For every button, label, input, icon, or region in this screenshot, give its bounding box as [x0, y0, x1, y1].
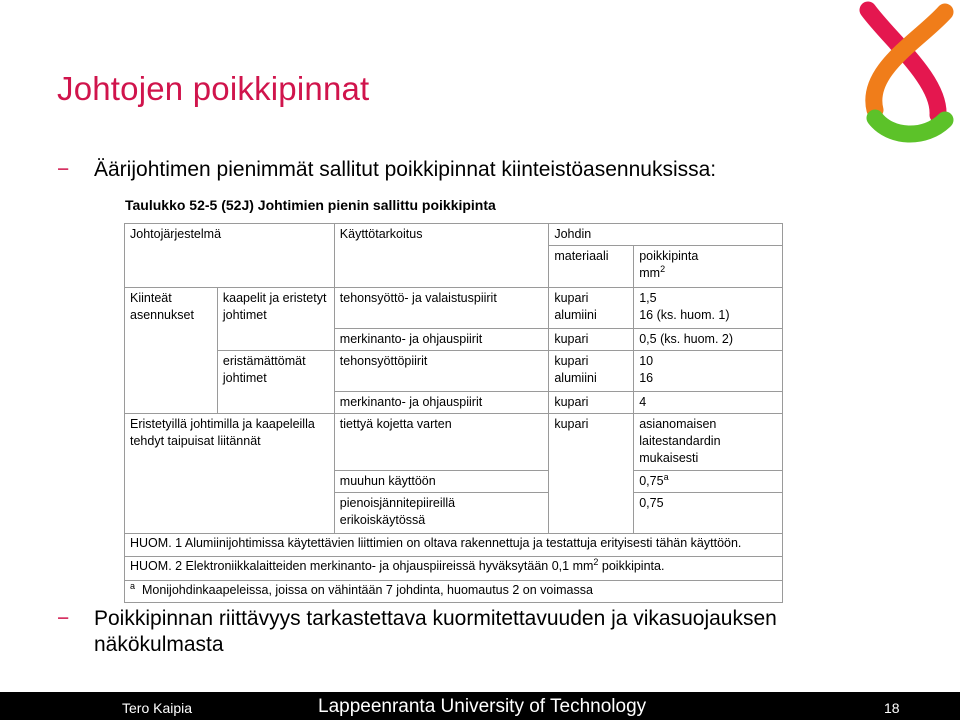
header-use: Käyttötarkoitus	[334, 224, 549, 288]
table-cell: 1,5 16 (ks. huom. 1)	[634, 288, 783, 329]
row-cables: kaapelit ja eristetyt johtimet	[217, 288, 334, 351]
table-cell: kupari	[549, 414, 634, 534]
row-fixed: Kiinteät asennukset	[125, 288, 218, 414]
bullet-dash: −	[57, 158, 70, 181]
table-cell: 0,5 (ks. huom. 2)	[634, 329, 783, 351]
lut-logo	[850, 0, 960, 150]
table-caption: Taulukko 52-5 (52J) Johtimien pienin sallittu poikkipinta	[125, 197, 496, 213]
header-material: materiaali	[549, 246, 634, 288]
bullet-1-text: Äärijohtimen pienimmät sallitut poikkipinnat kiinteistöasennuksissa:	[94, 158, 717, 181]
slide-title: Johtojen poikkipinnat	[57, 70, 370, 107]
header-conductor: Johdin	[549, 224, 783, 246]
table-cell: kupari	[549, 329, 634, 351]
footer-bar	[0, 692, 960, 720]
header-system: Johtojärjestelmä	[125, 224, 335, 288]
table-cell: 4	[634, 392, 783, 414]
table-cell: merkinanto- ja ohjauspiirit	[334, 392, 549, 414]
table-cell: kupari	[549, 392, 634, 414]
bullet-2	[57, 606, 894, 658]
footer-university: Lappeenranta University of Technology	[318, 696, 647, 717]
bullet-dash: −	[57, 607, 70, 630]
table-cell: tehonsyöttö- ja valaistuspiirit	[334, 288, 549, 329]
table-cell: asianomaisen laitestandardin mukaisesti	[634, 414, 783, 471]
cross-section-table	[124, 223, 783, 603]
bullet-2-text: Poikkipinnan riittävyys tarkastettava kuormitettavuuden ja vikasuojauksen näkökulmasta	[94, 607, 777, 656]
note-2: HUOM. 2 Elektroniikkalaitteiden merkinanto- ja ohjauspiireissä hyväksytään 0,1 $mm^2$ poikkipinta.	[125, 557, 783, 581]
table-cell: tehonsyöttöpiirit	[334, 351, 549, 392]
row-bare: eristämättömät johtimet	[217, 351, 334, 414]
table-cell: kupari alumiini	[549, 351, 634, 392]
table-cell: tiettyä kojetta varten	[334, 414, 549, 471]
table-cell: merkinanto- ja ohjauspiirit	[334, 329, 549, 351]
table-cell: 0,75$^a$	[634, 471, 783, 493]
table-cell: kupari alumiini	[549, 288, 634, 329]
header-area: poikkipinta $mm^2$	[634, 246, 783, 288]
footnote: $^a$ Monijohdinkaapeleissa, joissa on vähintään 7 johdinta, huomautus 2 on voimassa	[125, 581, 783, 603]
table-cell: muuhun käyttöön	[334, 471, 549, 493]
footer-author: Tero Kaipia	[122, 700, 193, 716]
bullet-1	[57, 158, 716, 182]
page-number: 18	[884, 700, 900, 716]
table-cell: 10 16	[634, 351, 783, 392]
table-cell: pienoisjännitepiireillä erikoiskäytössä	[334, 493, 549, 534]
row-flexible: Eristetyillä johtimilla ja kaapeleilla tehdyt taipuisat liitännät	[125, 414, 335, 534]
note-1: HUOM. 1 Alumiinijohtimissa käytettävien liittimien on oltava rakennettuja ja testattuja erityisesti tähän käyttöön.	[125, 534, 783, 557]
table-cell: 0,75	[634, 493, 783, 534]
